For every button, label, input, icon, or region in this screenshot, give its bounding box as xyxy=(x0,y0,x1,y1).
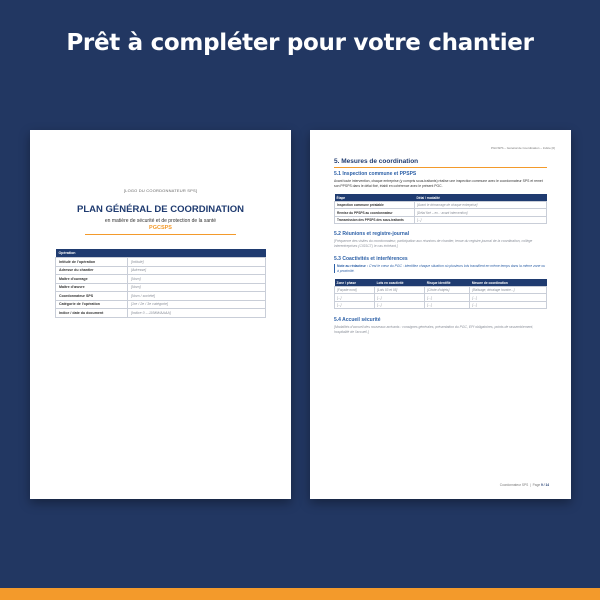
section-divider xyxy=(334,167,547,168)
editor-note xyxy=(334,264,547,273)
column-header: Risque identifié xyxy=(425,279,470,287)
row-value: [Adresse] xyxy=(128,266,266,275)
table-cell: [Chute d'objets] xyxy=(425,287,470,294)
plan-code: PGCSPS xyxy=(149,225,172,231)
accent-bar xyxy=(0,588,600,600)
subsection-title-5-1: 5.1 Inspection commune et PPSPS xyxy=(334,171,417,177)
row-label: Adresse du chantier xyxy=(56,266,128,275)
row-label: Maître d'ouvrage xyxy=(56,275,128,284)
footer-author: Coordonnateur SPS xyxy=(499,483,529,487)
row-value: [Nom / société] xyxy=(128,292,266,301)
subsection-text-5-4: [Modalités d'accueil des nouveaux arrivants : consignes générales, présentation du PGC, EPI obligatoires, points de rassemblement, hospitalité de l'accueil.] xyxy=(334,325,534,334)
section-title: 5. Mesures de coordination xyxy=(334,158,419,165)
plan-subtitle: en matière de sécurité et de protection de la santé xyxy=(104,218,217,224)
coactivity-table xyxy=(334,279,547,309)
table-row xyxy=(56,309,266,318)
footer-page-label: Page xyxy=(532,483,541,487)
table-cell: [Délai fixé – ex. : avant intervention] xyxy=(415,209,547,216)
table-row xyxy=(56,266,266,275)
table-cell: [Lots 03 et 05] xyxy=(375,287,425,294)
row-value: [Indice 0 – JJ/MM/AAAA] xyxy=(128,309,266,318)
table-row xyxy=(335,202,547,209)
table-row xyxy=(335,301,547,308)
subsection-title-5-3: 5.3 Coactivités et interférences xyxy=(334,256,408,262)
row-value: [Nom] xyxy=(128,283,266,292)
page-header: PGCSPS – Général de Coordination – Indice [0] xyxy=(490,146,555,150)
table-cell: [Balisage, décalage horaire...] xyxy=(470,287,547,294)
footer-page-number: 9 / 14 xyxy=(541,483,549,487)
table-row xyxy=(56,292,266,301)
table-row xyxy=(335,294,547,301)
row-value: [Intitulé] xyxy=(128,258,266,267)
column-header: Lots en coactivité xyxy=(375,279,425,287)
table-row xyxy=(56,258,266,267)
table-cell: Transmission des PPSPS des sous-traitants xyxy=(335,216,415,223)
table-row xyxy=(56,300,266,309)
subsection-title-5-4: 5.4 Accueil sécurité xyxy=(334,317,381,323)
column-header: Délai / modalité xyxy=(415,194,547,202)
table-cell: [...] xyxy=(470,301,547,308)
table-header: Opération xyxy=(56,249,266,258)
row-label: Coordonnateur SPS xyxy=(56,292,128,301)
table-cell: [...] xyxy=(335,294,375,301)
row-value: [1re / 2e / 3e catégorie] xyxy=(128,300,266,309)
table-cell: [Avant le démarrage de chaque entreprise] xyxy=(415,202,547,209)
row-value: [Nom] xyxy=(128,275,266,284)
column-header: Mesure de coordination xyxy=(470,279,547,287)
table-cell: [...] xyxy=(470,294,547,301)
row-label: Indice / date du document xyxy=(56,309,128,318)
subsection-text-5-1: Avant toute intervention, chaque entreprise (y compris sous-traitants) réalise une inspection commune avec le coordonnateur SPS et remet son PPSPS dans le délai fixé, établi en cohérence avec le présent PGC. xyxy=(334,179,543,188)
banner-title: Prêt à compléter pour votre chantier xyxy=(66,30,534,56)
row-label: Maître d'œuvre xyxy=(56,283,128,292)
table-cell: [...] xyxy=(425,301,470,308)
row-label: Catégorie de l'opération xyxy=(56,300,128,309)
note-text: C'est le cœur du PGC : identifiez chaque situation où plusieurs lots travaillent en même temps dans la même zone ou à proximité. xyxy=(337,264,546,273)
title-divider xyxy=(85,234,236,235)
table-row xyxy=(335,216,547,223)
column-header: Zone / phase xyxy=(335,279,375,287)
subsection-title-5-2: 5.2 Réunions et registre-journal xyxy=(334,231,410,237)
logo-placeholder: [LOGO DU COORDONNATEUR SPS] xyxy=(123,188,198,193)
subsection-text-5-2: [Fréquence des visites du coordonnateur, participation aux réunions de chantier, tenue du registre-journal de la coordination, collège interentreprises (CISSCT) le cas échéant.] xyxy=(334,239,533,248)
table-cell: [...] xyxy=(335,301,375,308)
inspection-table xyxy=(334,194,547,224)
content-page xyxy=(310,130,571,499)
table-cell: [...] xyxy=(375,301,425,308)
table-cell: [...] xyxy=(375,294,425,301)
table-cell: [...] xyxy=(425,294,470,301)
table-row xyxy=(56,275,266,284)
table-cell: [...] xyxy=(415,216,547,223)
cover-page xyxy=(30,130,291,499)
row-label: Intitulé de l'opération xyxy=(56,258,128,267)
table-row xyxy=(335,209,547,216)
operation-table xyxy=(55,249,266,318)
column-header: Étape xyxy=(335,194,415,202)
plan-title: PLAN GÉNÉRAL DE COORDINATION xyxy=(77,204,244,215)
table-cell: Inspection commune préalable xyxy=(335,202,415,209)
note-label: Note au rédacteur : xyxy=(337,264,368,268)
table-row xyxy=(56,283,266,292)
table-cell: Remise du PPSPS au coordonnateur xyxy=(335,209,415,216)
page-footer: Coordonnateur SPS | Page 9 / 14 xyxy=(499,483,549,487)
table-row xyxy=(335,287,547,294)
table-cell: [Façade nord] xyxy=(335,287,375,294)
